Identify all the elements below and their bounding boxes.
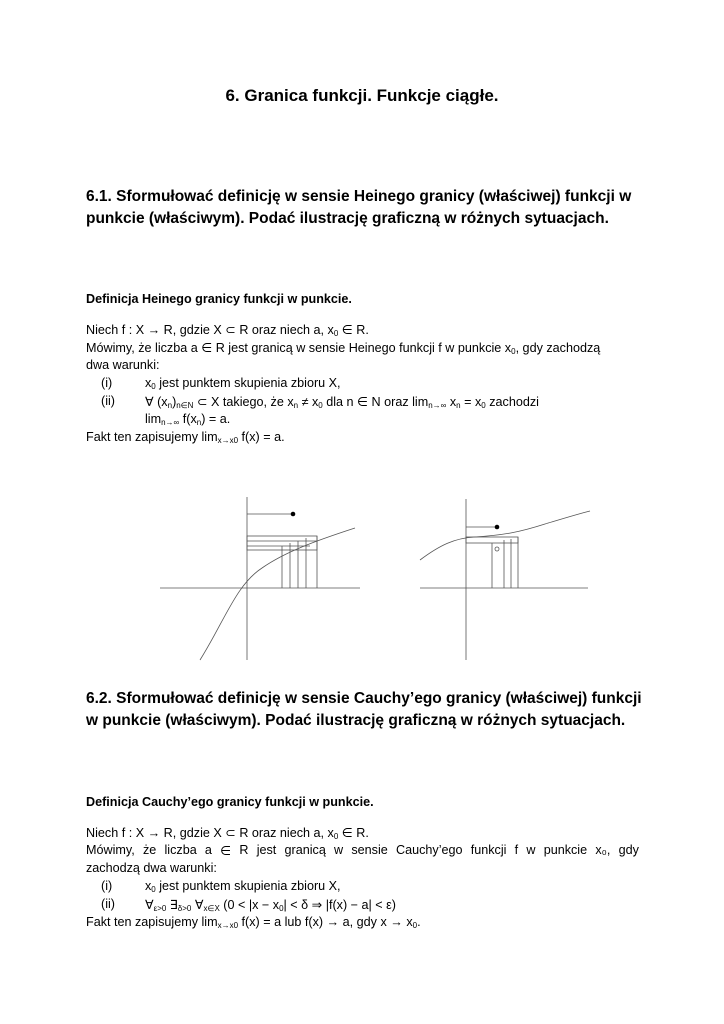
heine-condition-ii — [0, 394, 724, 412]
condition-number: (i) — [101, 879, 113, 893]
word: a — [204, 843, 212, 857]
heine-condition-ii-continued — [0, 412, 724, 430]
word: punkcie — [543, 843, 588, 857]
word: w — [334, 843, 344, 857]
word: granicą — [284, 843, 326, 857]
heine-notation: Fakt ten zapisujemy $\lim_{x\to x0} f(x) = a$. — [86, 430, 285, 445]
word: że — [142, 843, 157, 857]
word: ∈ — [220, 844, 232, 858]
page-title: 6. Granica funkcji. Funkcje ciągłe. — [225, 86, 499, 105]
heine-line-1: Niech f : X → R, gdzie X ⊂ R oraz niech a, $x_0$ ∈ R. — [86, 323, 369, 338]
cauchy-line-3: zachodzą dwa warunki: — [86, 861, 217, 875]
section-heading-6-2: 6.2. Sformułować definicję w sensie Cauchy’ego granicy (właściwej) funkcji w punkcie (właściwym). Podać ilustrację graficzną w różnych sytuacjach. — [86, 690, 642, 729]
cauchy-line-1: Niech f : X → R, gdzie X ⊂ R oraz niech a, $x_0$ ∈ R. — [86, 826, 369, 841]
word: gdy — [618, 843, 639, 857]
right-graph — [420, 499, 590, 660]
heine-line-2: Mówimy, że liczba a ∈ R jest granicą w sensie Heinego funkcji f w punkcie $x_0$, gdy zachodzą — [86, 341, 601, 356]
word: f — [514, 843, 519, 857]
condition-number: (ii) — [101, 394, 115, 408]
word: Cauchy’ego — [396, 843, 463, 857]
word: liczba — [164, 843, 197, 857]
condition-number: (ii) — [101, 897, 115, 911]
word: R — [239, 843, 249, 857]
cauchy-condition-ii — [0, 897, 724, 915]
condition-text: $\lim_{n\to\infty} f(x_n) = a$. — [145, 412, 231, 427]
cauchy-notation: Fakt ten zapisujemy $\lim_{x\to x0} f(x) = a$ lub f(x) → a, gdy $x \to x_0$. — [86, 915, 421, 930]
cauchy-line-2 — [86, 843, 639, 858]
condition-text: $x_0$ jest punktem skupienia zbioru X, — [145, 376, 341, 391]
function-curve — [420, 511, 590, 560]
limit-point-dot — [291, 512, 296, 517]
word: w — [526, 843, 536, 857]
heine-line-3: dwa warunki: — [86, 358, 160, 372]
definition-title-cauchy: Definicja Cauchy’ego granicy funkcji w punkcie. — [86, 795, 374, 809]
section-heading-6-1: 6.1. Sformułować definicję w sensie Heinego granicy (właściwej) funkcji w punkcie (właściwym). Podać ilustrację graficzną w różnych sytuacjach. — [86, 188, 632, 227]
word: funkcji — [470, 843, 507, 857]
heine-condition-i — [0, 376, 724, 394]
condition-text: $x_0$ jest punktem skupienia zbioru X, — [145, 879, 341, 894]
left-graph — [160, 497, 360, 660]
word: x₀, — [595, 843, 611, 857]
epsilon-band — [466, 537, 518, 543]
hole-point — [495, 547, 499, 551]
definition-title-heine: Definicja Heinego granicy funkcji w punkcie. — [86, 292, 352, 306]
condition-text: $\forall_{\varepsilon>0}$ $\exists_{\delta>0}$ $\forall_{x\in X}$ ($0 < |x - x_0| < \delta$ ⇒ |f(x) − a| < ε) — [145, 898, 396, 913]
word: Mówimy, — [86, 843, 135, 857]
cauchy-condition-i — [0, 879, 724, 897]
limit-point-dot — [495, 525, 500, 530]
condition-text: ∀ $(x_n)_{n\in N}$ ⊂ X takiego, że $x_n \ne x_0$ dla n ∈ N oraz $\lim_{n\to\infty} x_n = x_0$ zachodzi — [145, 395, 539, 410]
condition-number: (i) — [101, 376, 113, 390]
word: jest — [256, 843, 277, 857]
epsilon-band — [247, 536, 317, 550]
function-curve — [200, 528, 355, 660]
word: sensie — [351, 843, 388, 857]
